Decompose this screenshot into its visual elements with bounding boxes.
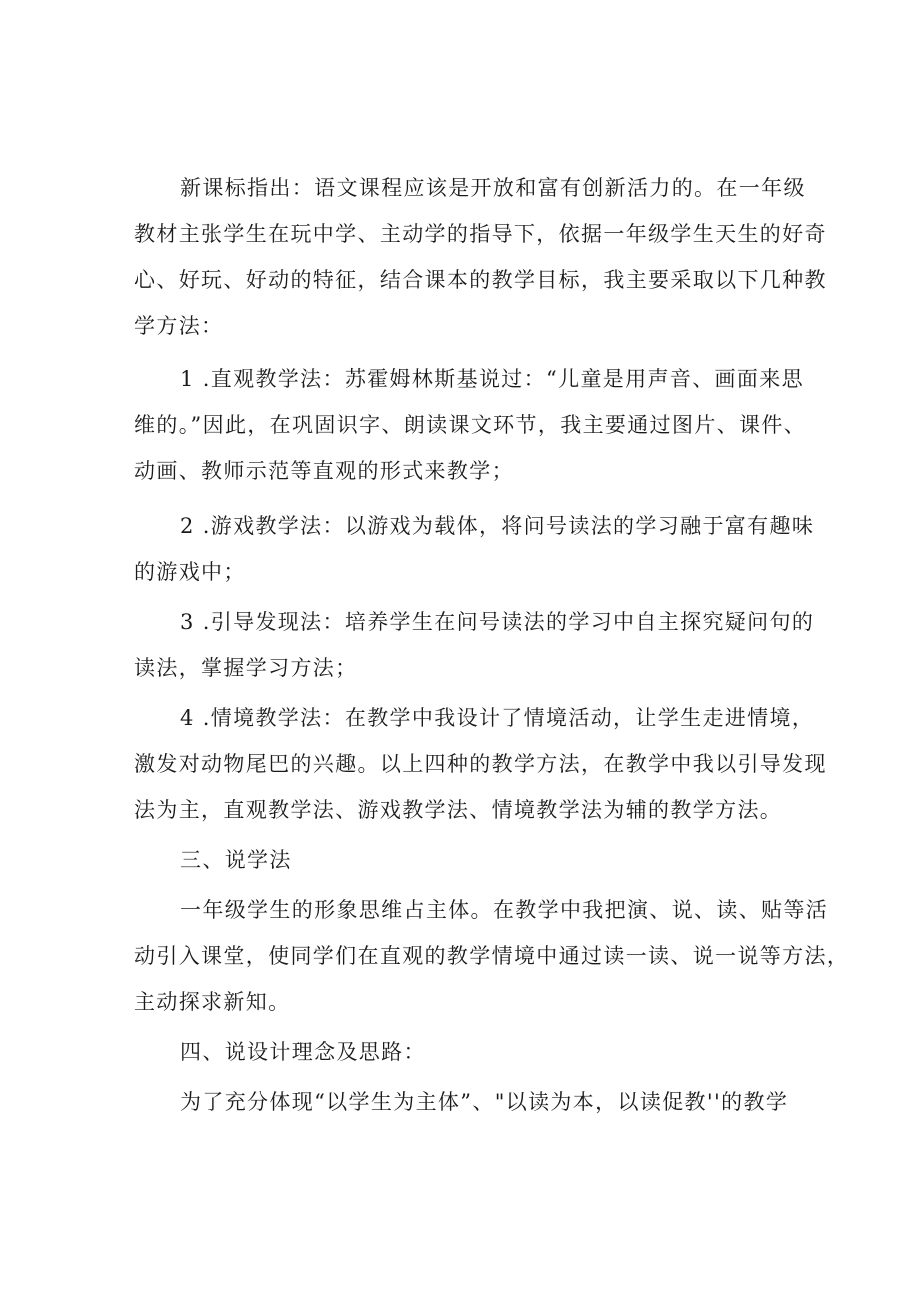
method-1-line-2: 维的。”因此，在巩固识字、朗读课文环节，我主要通过图片、课件、 <box>134 413 807 437</box>
design-concept-line-1: 为了充分体现“以学生为主体”、"以读为本，以读促教''的教学 <box>180 1090 789 1114</box>
learning-method-line-2: 动引入课堂，使同学们在直观的教学情境中通过读一读、说一说等方法， <box>134 944 850 968</box>
method-1-line-3: 动画、教师示范等直观的形式来教学； <box>134 459 514 483</box>
method-4-line-3: 法为主，直观教学法、游戏教学法、情境教学法为辅的教学方法。 <box>134 798 783 822</box>
method-3-line-2: 读法，掌握学习方法； <box>134 656 358 680</box>
paragraph-intro-line-3: 心、好玩、好动的特征，结合课本的教学目标，我主要采取以下几种教 <box>134 268 827 292</box>
paragraph-intro-line-1: 新课标指出：语文课程应该是开放和富有创新活力的。在一年级 <box>180 176 806 200</box>
learning-method-line-1: 一年级学生的形象思维占主体。在教学中我把演、说、读、贴等活 <box>180 898 829 922</box>
method-3-line-1: 3 .引导发现法：培养学生在问号读法的学习中自主探究疑问句的 <box>180 610 815 634</box>
section-heading-design-concept: 四、说设计理念及思路： <box>180 1040 426 1064</box>
paragraph-intro-line-2: 教材主张学生在玩中学、主动学的指导下，依据一年级学生天生的好奇 <box>134 222 827 246</box>
method-4-line-1: 4 .情境教学法：在教学中我设计了情境活动，让学生走进情境， <box>180 706 815 730</box>
method-4-line-2: 激发对动物尾巴的兴趣。以上四种的教学方法，在教学中我以引导发现 <box>134 752 827 776</box>
method-2-line-2: 的游戏中； <box>134 560 246 584</box>
learning-method-line-3: 主动探求新知。 <box>134 990 291 1014</box>
section-heading-learning-method: 三、说学法 <box>180 848 292 872</box>
method-2-line-1: 2 .游戏教学法：以游戏为载体，将问号读法的学习融于富有趣味 <box>180 514 815 538</box>
paragraph-intro-line-4: 学方法： <box>134 314 224 338</box>
method-1-line-1: 1 .直观教学法：苏霍姆林斯基说过：“儿童是用声音、画面来思 <box>180 367 804 391</box>
